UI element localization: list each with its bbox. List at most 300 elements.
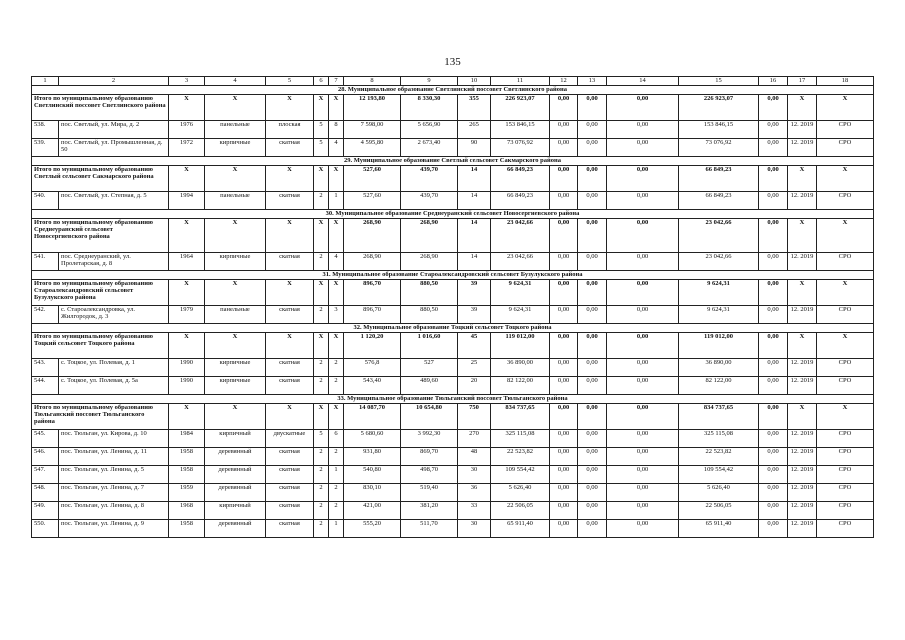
residents-cell: 39 — [458, 306, 491, 324]
floors-cell: 5 — [314, 121, 329, 139]
wall-material-cell: кирпичный — [205, 430, 266, 448]
address-cell: с. Тоцкое, ул. Полевая, д. 5а — [59, 377, 169, 395]
cost-budget-cell: 0,00 — [578, 359, 607, 377]
roof-type-cell: двускатные — [266, 430, 314, 448]
year-built-cell: 1958 — [169, 520, 205, 538]
cost-budget-cell: 0,00 — [578, 484, 607, 502]
residents-cell: 30 — [458, 466, 491, 484]
total-value-cell: 0,00 — [578, 404, 607, 430]
unit-cost-cell: 0,00 — [759, 139, 788, 157]
floors-cell: 2 — [314, 502, 329, 520]
column-number-cell: 17 — [788, 77, 817, 86]
total-value-cell: 45 — [458, 333, 491, 359]
cost-budget-cell: 0,00 — [578, 306, 607, 324]
cost-budget-cell: 0,00 — [578, 430, 607, 448]
column-number-cell: 5 — [266, 77, 314, 86]
living-area-cell: 3 992,30 — [401, 430, 458, 448]
total-value-cell: X — [329, 404, 344, 430]
total-value-cell: 226 923,07 — [491, 95, 550, 121]
cost-fund-cell: 0,00 — [550, 502, 578, 520]
total-value-cell: X — [788, 166, 817, 192]
total-value-cell: 66 849,23 — [491, 166, 550, 192]
total-value-cell: X — [205, 219, 266, 253]
total-cost-cell: 109 554,42 — [491, 466, 550, 484]
total-value-cell: 0,00 — [607, 280, 679, 306]
cost-budget-cell: 0,00 — [578, 121, 607, 139]
total-value-cell: X — [266, 333, 314, 359]
cost-owners-cell: 73 076,92 — [679, 139, 759, 157]
section-header-row — [32, 86, 874, 95]
floors-cell: 2 — [314, 306, 329, 324]
living-area-cell: 2 673,40 — [401, 139, 458, 157]
total-area-cell: 4 595,80 — [344, 139, 401, 157]
living-area-cell: 511,70 — [401, 520, 458, 538]
cost-owners-cell: 325 115,08 — [679, 430, 759, 448]
wall-material-cell: деревянный — [205, 466, 266, 484]
residents-cell: 30 — [458, 520, 491, 538]
cost-budget-cell: 0,00 — [578, 520, 607, 538]
wall-material-cell: кирпичный — [205, 502, 266, 520]
total-label: Итого по муниципальному образованию Староалександровский сельсовет Бузулукского района — [32, 280, 169, 306]
year-built-cell: 1990 — [169, 377, 205, 395]
total-value-cell: X — [788, 219, 817, 253]
cost-owners-cell: 153 846,15 — [679, 121, 759, 139]
total-value-cell: 0,00 — [550, 280, 578, 306]
residents-cell: 270 — [458, 430, 491, 448]
deadline-cell: 12. 2019 — [788, 448, 817, 466]
total-value-cell: 23 042,66 — [679, 219, 759, 253]
section-title: 30. Муниципальное образование Среднеуранский сельсовет Новосергиевского района — [32, 210, 874, 219]
roof-type-cell: скатная — [266, 520, 314, 538]
roof-type-cell: скатная — [266, 192, 314, 210]
cost-fund-cell: 0,00 — [550, 253, 578, 271]
column-number-cell: 6 — [314, 77, 329, 86]
row-number-cell: 547. — [32, 466, 59, 484]
floors-cell: 2 — [314, 466, 329, 484]
total-area-cell: 830,10 — [344, 484, 401, 502]
total-area-cell: 7 598,00 — [344, 121, 401, 139]
column-number-cell: 2 — [59, 77, 169, 86]
roof-type-cell: скатная — [266, 139, 314, 157]
deadline-cell: 12. 2019 — [788, 253, 817, 271]
section-header-row — [32, 271, 874, 280]
total-value-cell: 268,90 — [401, 219, 458, 253]
roof-type-cell: скатная — [266, 253, 314, 271]
method-cell: СРО — [817, 192, 874, 210]
entrances-cell: 2 — [329, 502, 344, 520]
total-value-cell: 0,00 — [578, 280, 607, 306]
floors-cell: 2 — [314, 448, 329, 466]
total-value-cell: 834 737,65 — [491, 404, 550, 430]
total-area-cell: 527,60 — [344, 192, 401, 210]
total-value-cell: 66 849,23 — [679, 166, 759, 192]
roof-type-cell: скатная — [266, 466, 314, 484]
total-value-cell: 10 654,80 — [401, 404, 458, 430]
unit-cost-cell: 0,00 — [759, 466, 788, 484]
living-area-cell: 527 — [401, 359, 458, 377]
total-value-cell: 0,00 — [759, 95, 788, 121]
total-cost-cell: 153 846,15 — [491, 121, 550, 139]
deadline-cell: 12. 2019 — [788, 377, 817, 395]
section-title: 29. Муниципальное образование Светлый сельсовет Сакмарского района — [32, 157, 874, 166]
row-number-cell: 542. — [32, 306, 59, 324]
total-value-cell: 750 — [458, 404, 491, 430]
year-built-cell: 1990 — [169, 359, 205, 377]
total-value-cell: 14 087,70 — [344, 404, 401, 430]
unit-cost-cell: 0,00 — [759, 377, 788, 395]
unit-cost-cell: 0,00 — [759, 448, 788, 466]
column-number-cell: 4 — [205, 77, 266, 86]
total-value-cell: X — [169, 166, 205, 192]
address-cell: пос. Тюльган, ул. Ленина, д. 9 — [59, 520, 169, 538]
total-value-cell: X — [314, 95, 329, 121]
total-value-cell: 0,00 — [550, 95, 578, 121]
total-value-cell: 226 923,07 — [679, 95, 759, 121]
unit-cost-cell: 0,00 — [759, 359, 788, 377]
entrances-cell: 8 — [329, 121, 344, 139]
cost-owners-cell: 82 122,00 — [679, 377, 759, 395]
method-cell: СРО — [817, 466, 874, 484]
total-value-cell: 0,00 — [550, 404, 578, 430]
address-cell: с. Староалександровка, ул. Жилгородок, д. 3 — [59, 306, 169, 324]
column-number-cell: 1 — [32, 77, 59, 86]
total-cost-cell: 9 624,31 — [491, 306, 550, 324]
entrances-cell: 3 — [329, 306, 344, 324]
row-number-cell: 550. — [32, 520, 59, 538]
section-title: 33. Муниципальное образование Тюльганский поссовет Тюльганского района — [32, 395, 874, 404]
total-cost-cell: 22 523,82 — [491, 448, 550, 466]
residents-cell: 265 — [458, 121, 491, 139]
deadline-cell: 12. 2019 — [788, 139, 817, 157]
total-value-cell: 834 737,65 — [679, 404, 759, 430]
section-header-row — [32, 210, 874, 219]
living-area-cell: 268,90 — [401, 253, 458, 271]
row-number-cell: 539. — [32, 139, 59, 157]
row-number-cell: 549. — [32, 502, 59, 520]
total-value-cell: 0,00 — [550, 166, 578, 192]
total-value-cell: X — [817, 333, 874, 359]
residents-cell: 25 — [458, 359, 491, 377]
cost-owners-cell: 5 626,40 — [679, 484, 759, 502]
entrances-cell: 4 — [329, 253, 344, 271]
entrances-cell: 2 — [329, 359, 344, 377]
floors-cell: 2 — [314, 192, 329, 210]
row-number-cell: 543. — [32, 359, 59, 377]
row-number-cell: 538. — [32, 121, 59, 139]
cost-budget-cell: 0,00 — [578, 139, 607, 157]
total-value-cell: 0,00 — [550, 333, 578, 359]
house-row — [32, 502, 874, 520]
municipality-total-row — [32, 95, 874, 121]
total-value-cell: 896,70 — [344, 280, 401, 306]
cost-local-cell: 0,00 — [607, 466, 679, 484]
house-row — [32, 306, 874, 324]
total-area-cell: 421,00 — [344, 502, 401, 520]
roof-type-cell: скатная — [266, 484, 314, 502]
roof-type-cell: скатная — [266, 448, 314, 466]
deadline-cell: 12. 2019 — [788, 502, 817, 520]
total-area-cell: 555,20 — [344, 520, 401, 538]
total-area-cell: 540,80 — [344, 466, 401, 484]
residents-cell: 14 — [458, 192, 491, 210]
entrances-cell: 2 — [329, 448, 344, 466]
column-number-cell: 13 — [578, 77, 607, 86]
total-cost-cell: 36 890,00 — [491, 359, 550, 377]
residents-cell: 36 — [458, 484, 491, 502]
address-cell: пос. Тюльган, ул. Ленина, д. 5 — [59, 466, 169, 484]
total-area-cell: 268,90 — [344, 253, 401, 271]
method-cell: СРО — [817, 121, 874, 139]
total-value-cell: X — [266, 219, 314, 253]
total-value-cell: X — [169, 95, 205, 121]
house-row — [32, 377, 874, 395]
cost-local-cell: 0,00 — [607, 502, 679, 520]
column-number-cell: 3 — [169, 77, 205, 86]
cost-budget-cell: 0,00 — [578, 253, 607, 271]
house-row — [32, 430, 874, 448]
total-value-cell: 0,00 — [607, 95, 679, 121]
deadline-cell: 12. 2019 — [788, 306, 817, 324]
year-built-cell: 1968 — [169, 502, 205, 520]
total-value-cell: 1 120,20 — [344, 333, 401, 359]
entrances-cell: 2 — [329, 377, 344, 395]
method-cell: СРО — [817, 484, 874, 502]
total-value-cell: 527,60 — [344, 166, 401, 192]
cost-owners-cell: 66 849,23 — [679, 192, 759, 210]
roof-type-cell: плоская — [266, 121, 314, 139]
section-title: 32. Муниципальное образование Тоцкий сельсовет Тоцкого района — [32, 324, 874, 333]
address-cell: пос. Светлый, ул. Промышленная, д. 50 — [59, 139, 169, 157]
total-value-cell: 9 624,31 — [491, 280, 550, 306]
column-number-cell: 7 — [329, 77, 344, 86]
cost-fund-cell: 0,00 — [550, 484, 578, 502]
total-value-cell: X — [817, 95, 874, 121]
housing-register-table — [31, 76, 874, 538]
roof-type-cell: скатная — [266, 502, 314, 520]
address-cell: с. Тоцкое, ул. Полевая, д. 1 — [59, 359, 169, 377]
total-value-cell: 14 — [458, 166, 491, 192]
floors-cell: 2 — [314, 520, 329, 538]
total-value-cell: 0,00 — [578, 166, 607, 192]
cost-budget-cell: 0,00 — [578, 466, 607, 484]
column-number-cell: 12 — [550, 77, 578, 86]
total-value-cell: X — [329, 333, 344, 359]
total-area-cell: 543,40 — [344, 377, 401, 395]
total-value-cell: 14 — [458, 219, 491, 253]
living-area-cell: 880,50 — [401, 306, 458, 324]
cost-local-cell: 0,00 — [607, 121, 679, 139]
unit-cost-cell: 0,00 — [759, 502, 788, 520]
total-cost-cell: 73 076,92 — [491, 139, 550, 157]
register-body — [32, 77, 874, 538]
cost-budget-cell: 0,00 — [578, 192, 607, 210]
residents-cell: 48 — [458, 448, 491, 466]
cost-local-cell: 0,00 — [607, 430, 679, 448]
cost-fund-cell: 0,00 — [550, 466, 578, 484]
cost-owners-cell: 22 523,82 — [679, 448, 759, 466]
wall-material-cell: кирпичные — [205, 139, 266, 157]
municipality-total-row — [32, 280, 874, 306]
deadline-cell: 12. 2019 — [788, 466, 817, 484]
cost-local-cell: 0,00 — [607, 139, 679, 157]
total-value-cell: 0,00 — [759, 404, 788, 430]
year-built-cell: 1958 — [169, 466, 205, 484]
total-value-cell: 355 — [458, 95, 491, 121]
address-cell: пос. Светлый, ул. Мира, д. 2 — [59, 121, 169, 139]
total-cost-cell: 22 506,05 — [491, 502, 550, 520]
total-value-cell: X — [266, 404, 314, 430]
total-cost-cell: 82 122,00 — [491, 377, 550, 395]
total-value-cell: X — [788, 280, 817, 306]
total-value-cell: X — [314, 219, 329, 253]
entrances-cell: 1 — [329, 520, 344, 538]
total-value-cell: X — [314, 404, 329, 430]
total-label: Итого по муниципальному образованию Тюльганский поссовет Тюльганского района — [32, 404, 169, 430]
entrances-cell: 4 — [329, 139, 344, 157]
cost-owners-cell: 22 506,05 — [679, 502, 759, 520]
address-cell: пос. Светлый, ул. Степная, д. 5 — [59, 192, 169, 210]
year-built-cell: 1976 — [169, 121, 205, 139]
cost-fund-cell: 0,00 — [550, 430, 578, 448]
total-value-cell: X — [817, 166, 874, 192]
total-value-cell: X — [817, 219, 874, 253]
wall-material-cell: кирпичные — [205, 377, 266, 395]
total-value-cell: 0,00 — [759, 219, 788, 253]
address-cell: пос. Тюльган, ул. Ленина, д. 8 — [59, 502, 169, 520]
wall-material-cell: кирпичные — [205, 359, 266, 377]
column-number-cell: 16 — [759, 77, 788, 86]
total-value-cell: 0,00 — [578, 333, 607, 359]
total-value-cell: 0,00 — [607, 404, 679, 430]
year-built-cell: 1958 — [169, 448, 205, 466]
floors-cell: 2 — [314, 359, 329, 377]
cost-owners-cell: 109 554,42 — [679, 466, 759, 484]
roof-type-cell: скатная — [266, 306, 314, 324]
house-row — [32, 466, 874, 484]
method-cell: СРО — [817, 253, 874, 271]
row-number-cell: 548. — [32, 484, 59, 502]
total-value-cell: X — [314, 166, 329, 192]
address-cell: пос. Тюльган, ул. Ленина, д. 11 — [59, 448, 169, 466]
year-built-cell: 1964 — [169, 253, 205, 271]
row-number-cell: 544. — [32, 377, 59, 395]
year-built-cell: 1972 — [169, 139, 205, 157]
floors-cell: 2 — [314, 253, 329, 271]
wall-material-cell: панельные — [205, 192, 266, 210]
municipality-total-row — [32, 333, 874, 359]
floors-cell: 2 — [314, 484, 329, 502]
total-cost-cell: 65 911,40 — [491, 520, 550, 538]
total-value-cell: X — [314, 280, 329, 306]
wall-material-cell: деревянный — [205, 520, 266, 538]
total-value-cell: X — [817, 280, 874, 306]
roof-type-cell: скатная — [266, 377, 314, 395]
section-header-row — [32, 395, 874, 404]
entrances-cell: 2 — [329, 484, 344, 502]
column-number-cell: 18 — [817, 77, 874, 86]
floors-cell: 5 — [314, 139, 329, 157]
residents-cell: 90 — [458, 139, 491, 157]
total-value-cell: X — [329, 95, 344, 121]
roof-type-cell: скатная — [266, 359, 314, 377]
residents-cell: 14 — [458, 253, 491, 271]
living-area-cell: 498,70 — [401, 466, 458, 484]
method-cell: СРО — [817, 306, 874, 324]
total-value-cell: X — [169, 219, 205, 253]
total-value-cell: 12 193,80 — [344, 95, 401, 121]
total-label: Итого по муниципальному образованию Светлый сельсовет Сакмарского района — [32, 166, 169, 192]
unit-cost-cell: 0,00 — [759, 306, 788, 324]
total-value-cell: X — [266, 166, 314, 192]
cost-local-cell: 0,00 — [607, 448, 679, 466]
cost-owners-cell: 23 042,66 — [679, 253, 759, 271]
cost-fund-cell: 0,00 — [550, 121, 578, 139]
section-header-row — [32, 324, 874, 333]
total-value-cell: 39 — [458, 280, 491, 306]
row-number-cell: 546. — [32, 448, 59, 466]
total-value-cell: X — [329, 280, 344, 306]
total-area-cell: 931,80 — [344, 448, 401, 466]
wall-material-cell: деревянный — [205, 484, 266, 502]
total-label: Итого по муниципальному образованию Тоцкий сельсовет Тоцкого района — [32, 333, 169, 359]
method-cell: СРО — [817, 377, 874, 395]
total-value-cell: X — [266, 95, 314, 121]
cost-fund-cell: 0,00 — [550, 377, 578, 395]
unit-cost-cell: 0,00 — [759, 520, 788, 538]
cost-owners-cell: 9 624,31 — [679, 306, 759, 324]
municipality-total-row — [32, 404, 874, 430]
total-value-cell: 119 012,00 — [491, 333, 550, 359]
year-built-cell: 1984 — [169, 430, 205, 448]
total-cost-cell: 5 626,40 — [491, 484, 550, 502]
cost-local-cell: 0,00 — [607, 359, 679, 377]
cost-fund-cell: 0,00 — [550, 139, 578, 157]
total-value-cell: 268,90 — [344, 219, 401, 253]
total-value-cell: X — [329, 219, 344, 253]
cost-budget-cell: 0,00 — [578, 448, 607, 466]
total-value-cell: 0,00 — [759, 333, 788, 359]
year-built-cell: 1959 — [169, 484, 205, 502]
living-area-cell: 489,60 — [401, 377, 458, 395]
method-cell: СРО — [817, 139, 874, 157]
residents-cell: 20 — [458, 377, 491, 395]
total-value-cell: 119 012,00 — [679, 333, 759, 359]
address-cell: пос. Среднеуранский, ул. Пролетарская, д. 8 — [59, 253, 169, 271]
total-value-cell: X — [788, 404, 817, 430]
entrances-cell: 1 — [329, 466, 344, 484]
total-value-cell: X — [169, 333, 205, 359]
total-value-cell: 880,50 — [401, 280, 458, 306]
year-built-cell: 1994 — [169, 192, 205, 210]
total-value-cell: 0,00 — [759, 280, 788, 306]
method-cell: СРО — [817, 430, 874, 448]
total-value-cell: X — [788, 333, 817, 359]
living-area-cell: 381,20 — [401, 502, 458, 520]
unit-cost-cell: 0,00 — [759, 253, 788, 271]
cost-owners-cell: 65 911,40 — [679, 520, 759, 538]
cost-local-cell: 0,00 — [607, 377, 679, 395]
total-value-cell: 23 042,66 — [491, 219, 550, 253]
cost-local-cell: 0,00 — [607, 253, 679, 271]
entrances-cell: 1 — [329, 192, 344, 210]
residents-cell: 33 — [458, 502, 491, 520]
house-row — [32, 192, 874, 210]
total-value-cell: X — [314, 333, 329, 359]
total-value-cell: X — [169, 404, 205, 430]
total-area-cell: 5 680,60 — [344, 430, 401, 448]
living-area-cell: 5 656,90 — [401, 121, 458, 139]
address-cell: пос. Тюльган, ул. Ленина, д. 7 — [59, 484, 169, 502]
